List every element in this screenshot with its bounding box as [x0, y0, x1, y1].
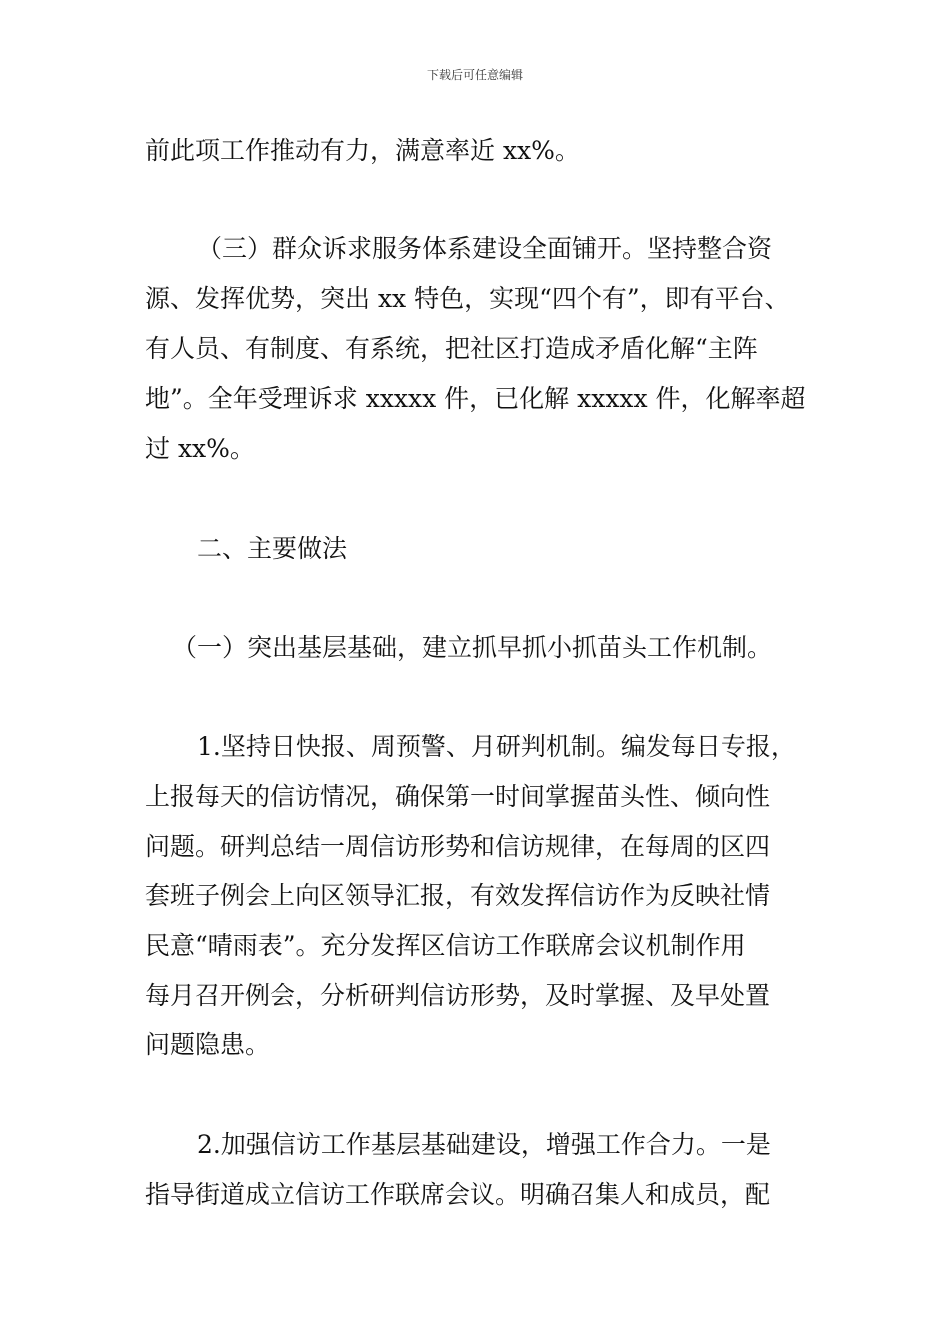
- text-line: 前此项工作推动有力，满意率近 xx%。: [145, 136, 580, 165]
- text-line: 套班子例会上向区领导汇报，有效发挥信访作为反映社情: [145, 881, 771, 910]
- subsection-heading: （一）突出基层基础，建立抓早抓小抓苗头工作机制。: [172, 633, 773, 662]
- text-line: 有人员、有制度、有系统，把社区打造成矛盾化解“主阵: [145, 334, 758, 363]
- section-heading: 二、主要做法: [197, 534, 348, 563]
- text-line: 源、发挥优势，突出 xx 特色，实现“四个有”，即有平台、: [145, 284, 790, 313]
- text-line: 过 xx%。: [145, 434, 255, 463]
- text-line: 地”。全年受理诉求 xxxxx 件，已化解 xxxxx 件，化解率超: [145, 384, 806, 413]
- text-line: 指导街道成立信访工作联席会议。明确召集人和成员，配: [145, 1180, 771, 1209]
- text-line: 每月召开例会，分析研判信访形势，及时掌握、及早处置: [145, 981, 771, 1010]
- text-line: （三）群众诉求服务体系建设全面铺开。坚持整合资: [197, 234, 773, 263]
- page-header: 下载后可任意编辑: [426, 68, 523, 82]
- text-line: 2.加强信访工作基层基础建设，增强工作合力。一是: [197, 1130, 771, 1159]
- text-line: 问题。研判总结一周信访形势和信访规律，在每周的区四: [145, 832, 771, 861]
- text-line: 1.坚持日快报、周预警、月研判机制。编发每日专报，: [197, 732, 796, 761]
- text-line: 问题隐患。: [145, 1030, 271, 1059]
- text-line: 民意“晴雨表”。充分发挥区信访工作联席会议机制作用: [145, 931, 746, 960]
- text-line: 上报每天的信访情况，确保第一时间掌握苗头性、倾向性: [145, 782, 771, 811]
